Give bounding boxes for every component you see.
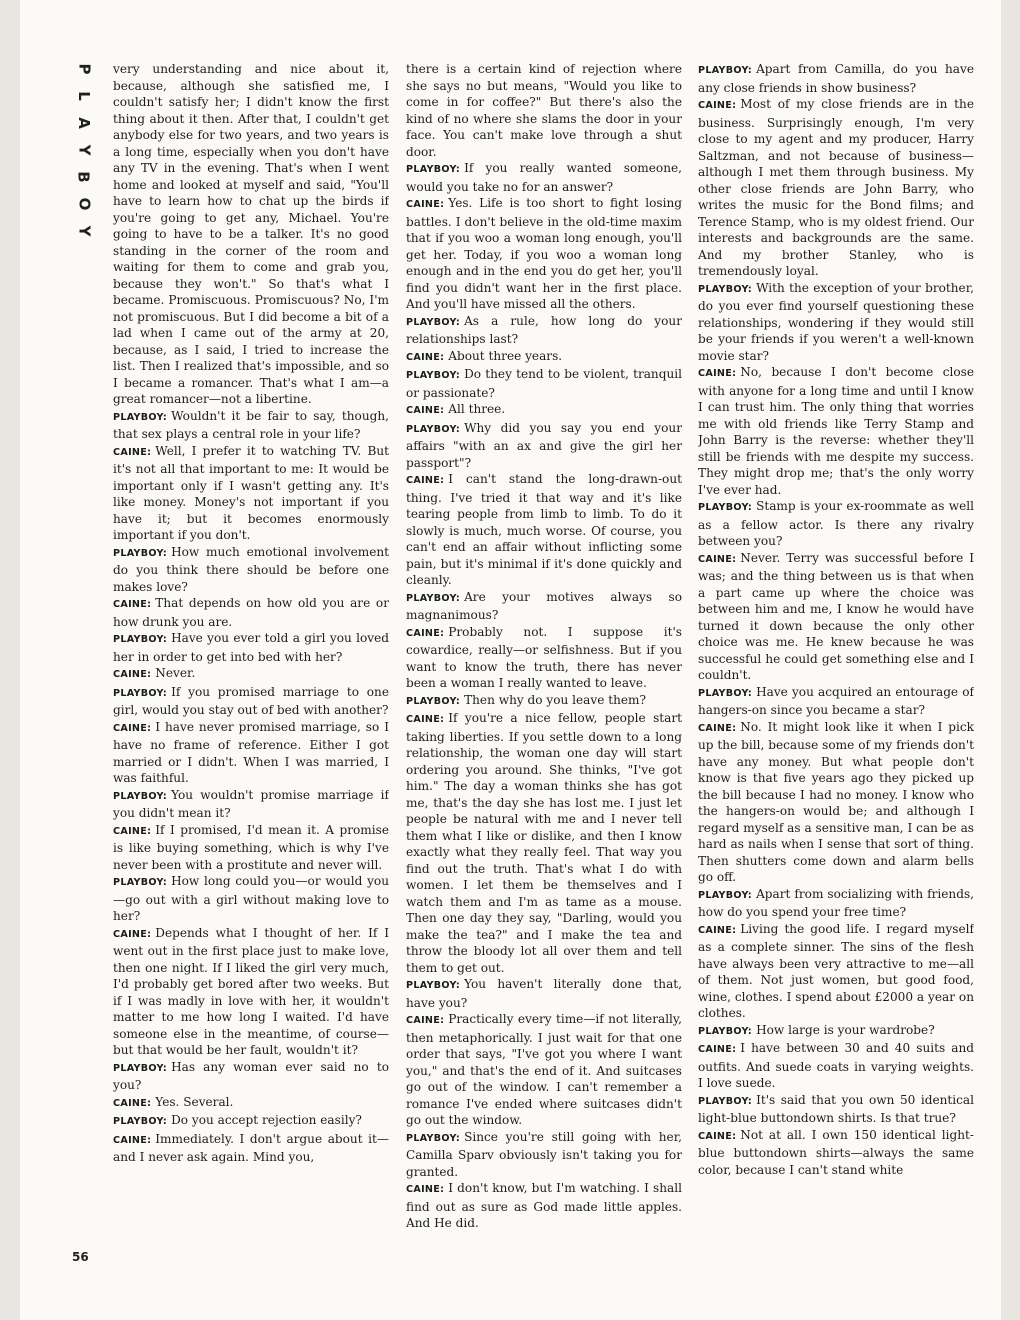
paragraph-text: Yes. Life is too short to fight losing battles. I don't believe in the old-time maxim that if you woo a woman long enough, you'll get her. Today, if you woo a woman long enough and in the end you do get her, you'll find you didn't want her in the first place. And you'll have missed all the others.: [406, 196, 682, 311]
speaker-label: CAINE:: [406, 199, 445, 210]
paragraph-text: With the exception of your brother, do you ever find yourself questioning these relationships, wondering if they would still be your friends if you weren't a well-known movie star?: [698, 280, 974, 363]
paragraph-text: How large is your wardrobe?: [756, 1022, 935, 1037]
speaker-label: CAINE:: [113, 599, 152, 610]
speaker-label: CAINE:: [113, 446, 152, 458]
paragraph-text: You wouldn't promise marriage if you didn't mean it?: [113, 787, 389, 820]
paragraph-text: Probably not. I suppose it's cowardice, really—or selfishness. But if you want to know the truth, there has never been a woman I really wanted to leave.: [406, 624, 682, 690]
paragraph-text: Since you're still going with her, Camilla Sparv obviously isn't taking you for granted.: [406, 1129, 682, 1179]
paragraph-text: That depends on how old you are or how drunk you are.: [113, 596, 389, 629]
speaker-label: PLAYBOY:: [113, 411, 168, 423]
interview-paragraph: [406, 692, 682, 711]
interview-paragraph: [406, 471, 682, 589]
paragraph-text: Apart from socializing with friends, how do you spend your free time?: [698, 886, 974, 919]
interview-paragraph: [698, 1040, 974, 1092]
speaker-label: CAINE:: [698, 1130, 737, 1142]
interview-paragraph: [406, 1129, 682, 1181]
interview-paragraph: [406, 195, 682, 313]
interview-paragraph: [406, 401, 682, 420]
interview-paragraph: [698, 550, 974, 684]
paragraph-text: very understanding and nice about it, because, although she satisfied me, I couldn't satisfy her; I didn't know the first thing about it then. After that, I couldn't get anybody else for two years, and two years is a long time, especially when you don't have any TV in the evening. That's when I went home and looked at myself and said, "You'll have to learn how to chat up the birds if you're going to get any, Michael. You're going to have to be a talker. It's no good standing in the corner of the room and waiting for them to come and grab you, because they won't." So that's what I became. Promiscuous. Promiscuous? No, I'm not promiscuous. But I did become a bit of a lad when I came out of the army at 20, because, as I said, I tried to increase the list. Then I realized that's impossible, and so I became a romancer. That's what I am—a great romancer—not a libertine.: [113, 62, 389, 406]
paragraph-text: Why did you say you end your affairs "with an ax and give the girl her passport"?: [406, 420, 682, 470]
paragraph-text: I have between 30 and 40 suits and outfits. And suede coats in varying weights. I love suede.: [698, 1041, 974, 1090]
paragraph-text: Do they tend to be violent, tranquil or passionate?: [406, 367, 682, 400]
paragraph-text: How much emotional involvement do you think there should be before one makes love?: [113, 544, 389, 594]
interview-paragraph: [113, 684, 389, 719]
speaker-label: CAINE:: [113, 1134, 152, 1146]
paragraph-text: Practically every time—if not literally, then metaphorically. I just wait for that one order that says, "I've got you where I want you," and that's the end of it. And suitcases go out of the window. I can't remember a romance I've ended where suitcases didn't go out the window.: [406, 1012, 682, 1127]
text-column-1: [113, 61, 389, 1271]
interview-paragraph: [113, 925, 389, 1059]
speaker-label: CAINE:: [698, 924, 737, 936]
interview-paragraph: [406, 589, 682, 624]
interview-paragraph: [406, 976, 682, 1011]
speaker-label: PLAYBOY:: [406, 370, 461, 381]
speaker-label: PLAYBOY:: [698, 502, 753, 513]
interview-paragraph: [113, 787, 389, 822]
paragraph-text: If you promised marriage to one girl, would you stay out of bed with another?: [113, 684, 389, 717]
paragraph-text: How long could you—or would you—go out with a girl without making love to her?: [113, 874, 389, 923]
speaker-label: PLAYBOY:: [406, 423, 461, 435]
paragraph-text: If I promised, I'd mean it. A promise is like buying something, which is why I've never been with a prostitute and never will.: [113, 822, 389, 872]
speaker-label: CAINE:: [406, 405, 445, 416]
speaker-label: PLAYBOY:: [698, 1025, 753, 1037]
paragraph-text: Immediately. I don't argue about it—and I never ask again. Mind you,: [113, 1131, 389, 1164]
speaker-label: PLAYBOY:: [406, 695, 461, 707]
masthead-letter: P: [75, 63, 93, 75]
speaker-label: PLAYBOY:: [698, 687, 753, 699]
interview-paragraph: [113, 544, 389, 596]
speaker-label: CAINE:: [406, 627, 445, 639]
playboy-masthead: [70, 60, 98, 240]
interview-paragraph: [113, 408, 389, 443]
speaker-label: CAINE:: [113, 722, 152, 734]
masthead-letter: B: [75, 171, 93, 183]
paragraph-text: All three.: [448, 402, 506, 416]
text-column-3: [698, 61, 974, 1271]
interview-paragraph: [406, 1180, 682, 1232]
masthead-letter: Y: [75, 225, 93, 237]
paragraph-text: Living the good life. I regard myself as a complete sinner. The sins of the flesh have always been very attractive to me—all of them. Not just women, but good food, wine, clothes. I spend about £2000 a year on clothes.: [698, 921, 974, 1020]
interview-paragraph: [698, 280, 974, 365]
paragraph-text: Then why do you leave them?: [464, 692, 646, 707]
interview-paragraph: [113, 1131, 389, 1166]
interview-paragraph: [113, 630, 389, 665]
speaker-label: PLAYBOY:: [406, 980, 461, 991]
speaker-label: PLAYBOY:: [698, 889, 753, 901]
paragraph-text: Depends what I thought of her. If I went out in the first place just to make love, then one night. If I liked the girl very much, I'd probably get bored after two weeks. But if I was madly in love with her, it wouldn't matter to me how long I waited. I'd have someone else in the meantime, of course—but that would be her fault, wouldn't it?: [113, 925, 389, 1057]
speaker-label: PLAYBOY:: [406, 164, 461, 175]
speaker-label: PLAYBOY:: [698, 65, 753, 76]
magazine-page: [20, 0, 1001, 1320]
speaker-label: CAINE:: [406, 714, 445, 725]
speaker-label: CAINE:: [113, 669, 152, 680]
interview-paragraph: [698, 684, 974, 719]
interview-paragraph: [698, 921, 974, 1022]
paragraph-text: I don't know, but I'm watching. I shall find out as sure as God made little apples. And He did.: [406, 1181, 682, 1230]
paragraph-text: Has any woman ever said no to you?: [113, 1059, 389, 1092]
speaker-label: PLAYBOY:: [113, 1062, 168, 1074]
interview-paragraph: [113, 873, 389, 925]
speaker-label: PLAYBOY:: [113, 634, 168, 645]
speaker-label: PLAYBOY:: [113, 1116, 168, 1127]
paragraph-text: Have you ever told a girl you loved her in order to get into bed with her?: [113, 631, 389, 664]
speaker-label: CAINE:: [698, 1044, 737, 1055]
masthead-letter: O: [74, 197, 93, 211]
speaker-label: PLAYBOY:: [406, 592, 461, 604]
interview-paragraph: [406, 313, 682, 348]
paragraph-text: Apart from Camilla, do you have any close friends in show business?: [698, 62, 974, 95]
speaker-label: PLAYBOY:: [698, 283, 753, 295]
interview-paragraph: [406, 348, 682, 367]
paragraph-text: Not at all. I own 150 identical light-blue buttondown shirts—always the same color, because I can't stand white: [698, 1127, 974, 1177]
paragraph-text: It's said that you own 50 identical light-blue buttondown shirts. Is that true?: [698, 1092, 974, 1125]
interview-paragraph: [113, 1094, 389, 1113]
interview-paragraph: [406, 61, 682, 160]
interview-paragraph: [113, 1059, 389, 1094]
speaker-label: CAINE:: [698, 722, 737, 734]
speaker-label: PLAYBOY:: [113, 687, 168, 699]
paragraph-text: You haven't literally done that, have you?: [406, 977, 682, 1010]
interview-paragraph: [698, 364, 974, 498]
interview-paragraph: [113, 719, 389, 787]
text-column-2: [406, 61, 682, 1271]
speaker-label: CAINE:: [406, 475, 445, 486]
speaker-label: CAINE:: [406, 1015, 445, 1026]
paragraph-text: If you really wanted someone, would you take no for an answer?: [406, 161, 682, 194]
speaker-label: CAINE:: [698, 368, 737, 379]
masthead-letter: L: [75, 91, 93, 101]
speaker-label: CAINE:: [406, 351, 445, 363]
paragraph-text: Are your motives always so magnanimous?: [406, 589, 682, 622]
interview-paragraph: [406, 366, 682, 401]
speaker-label: CAINE:: [113, 825, 152, 837]
paragraph-text: No, because I don't become close with anyone for a long time and until I know I can trust him. The only thing that worries me with old friends like Terry Stamp and John Barry is the reverse: whether they'll still be friends with me despite my success. They might drop me; that's the only worry I've ever had.: [698, 365, 974, 497]
page-number: 56: [72, 1250, 89, 1264]
paragraph-text: Wouldn't it be fair to say, though, that sex plays a central role in your life?: [113, 408, 389, 441]
interview-paragraph: [406, 624, 682, 692]
interview-paragraph: [698, 96, 974, 280]
interview-paragraph: [406, 160, 682, 195]
paragraph-text: About three years.: [448, 348, 563, 363]
speaker-label: CAINE:: [698, 100, 737, 111]
interview-paragraph: [698, 1022, 974, 1041]
speaker-label: CAINE:: [113, 928, 152, 940]
paragraph-text: Yes. Several.: [155, 1094, 234, 1109]
paragraph-text: Stamp is your ex-roommate as well as a fellow actor. Is there any rivalry between you?: [698, 499, 974, 548]
interview-paragraph: [406, 420, 682, 472]
interview-paragraph: [113, 61, 389, 408]
paragraph-text: Most of my close friends are in the business. Surprisingly enough, I'm very close to my agent and my producer, Harry Saltzman, and not because of business—although I met them through business. My other close friends are John Barry, who writes the music for the Bond films; and Terence Stamp, who is my oldest friend. Our interests and backgrounds are the same. And my brother Stanley, who is tremendously loyal.: [698, 97, 974, 278]
interview-paragraph: [406, 710, 682, 976]
speaker-label: PLAYBOY:: [113, 547, 168, 559]
interview-paragraph: [113, 665, 389, 684]
interview-paragraph: [113, 595, 389, 630]
speaker-label: CAINE:: [113, 1097, 152, 1109]
paragraph-text: No. It might look like it when I pick up the bill, because some of my friends don't have any money. But what people don't know is that five years ago they picked up the bill because I had no money. I know who the hangers-on would be; and although I regard myself as a sensitive man, I can be as hard as nails when I sense that sort of thing. Then shutters come down and alarm bells go off.: [698, 719, 974, 884]
paragraph-text: there is a certain kind of rejection where she says no but means, "Would you like to come in for coffee?" But there's also the kind of no where she slams the door in your face. You can't make love through a shut door.: [406, 62, 682, 159]
paragraph-text: If you're a nice fellow, people start taking liberties. If you settle down to a long relationship, the woman one day will start ordering you around. She thinks, "I've got him." The day a woman thinks she has got me, that's the day she has lost me. I just let people be natural with me and I never tell them what I like or dislike, and then I know exactly what they really feel. That way you find out the truth. That's what I do with women. I let them be themselves and I watch them and I'm as tame as a mouse. Then one day they say, "Darling, would you make the tea?" and I make the tea and throw the bloody lot all over them and tell them to get out.: [406, 711, 682, 975]
paragraph-text: Never. Terry was successful before I was; and the thing between us is that when a part came up where the choice was between him and me, I know he would have turned it down because the only other choice was me. He knew because he was successful he could get something else and I couldn't.: [698, 550, 974, 682]
paragraph-text: Never.: [155, 666, 196, 680]
paragraph-text: I can't stand the long-drawn-out thing. I've tried it that way and it's like tearing people from limb to limb. To do it slowly is much, much worse. Of course, you can't end an affair without inflicting some pain, but it's minimal if it's done quickly and cleanly.: [406, 472, 682, 587]
interview-paragraph: [698, 1127, 974, 1179]
speaker-label: PLAYBOY:: [406, 316, 461, 328]
speaker-label: CAINE:: [406, 1184, 445, 1195]
interview-paragraph: [113, 822, 389, 874]
interview-paragraph: [113, 443, 389, 544]
interview-paragraph: [406, 1011, 682, 1129]
interview-paragraph: [698, 498, 974, 550]
interview-paragraph: [698, 719, 974, 886]
speaker-label: PLAYBOY:: [113, 790, 168, 802]
masthead-letter: Y: [75, 144, 93, 156]
interview-paragraph: [698, 1092, 974, 1127]
speaker-label: PLAYBOY:: [698, 1095, 753, 1107]
interview-paragraph: [698, 886, 974, 921]
paragraph-text: Have you acquired an entourage of hangers-on since you became a star?: [698, 684, 974, 717]
speaker-label: PLAYBOY:: [113, 877, 168, 888]
paragraph-text: As a rule, how long do your relationships last?: [406, 313, 682, 346]
paragraph-text: I have never promised marriage, so I have no frame of reference. Either I got married or I didn't. When I was married, I was faithful.: [113, 719, 389, 785]
paragraph-text: Do you accept rejection easily?: [171, 1113, 362, 1127]
speaker-label: PLAYBOY:: [406, 1132, 461, 1144]
speaker-label: CAINE:: [698, 553, 737, 565]
interview-paragraph: [113, 1112, 389, 1131]
paragraph-text: Well, I prefer it to watching TV. But it's not all that important to me: It would be important only if I wasn't getting any. It's like money. Money's not important if you have it; but it becomes enormously important if you don't.: [113, 443, 389, 542]
masthead-letter: A: [74, 117, 93, 129]
interview-paragraph: [698, 61, 974, 96]
